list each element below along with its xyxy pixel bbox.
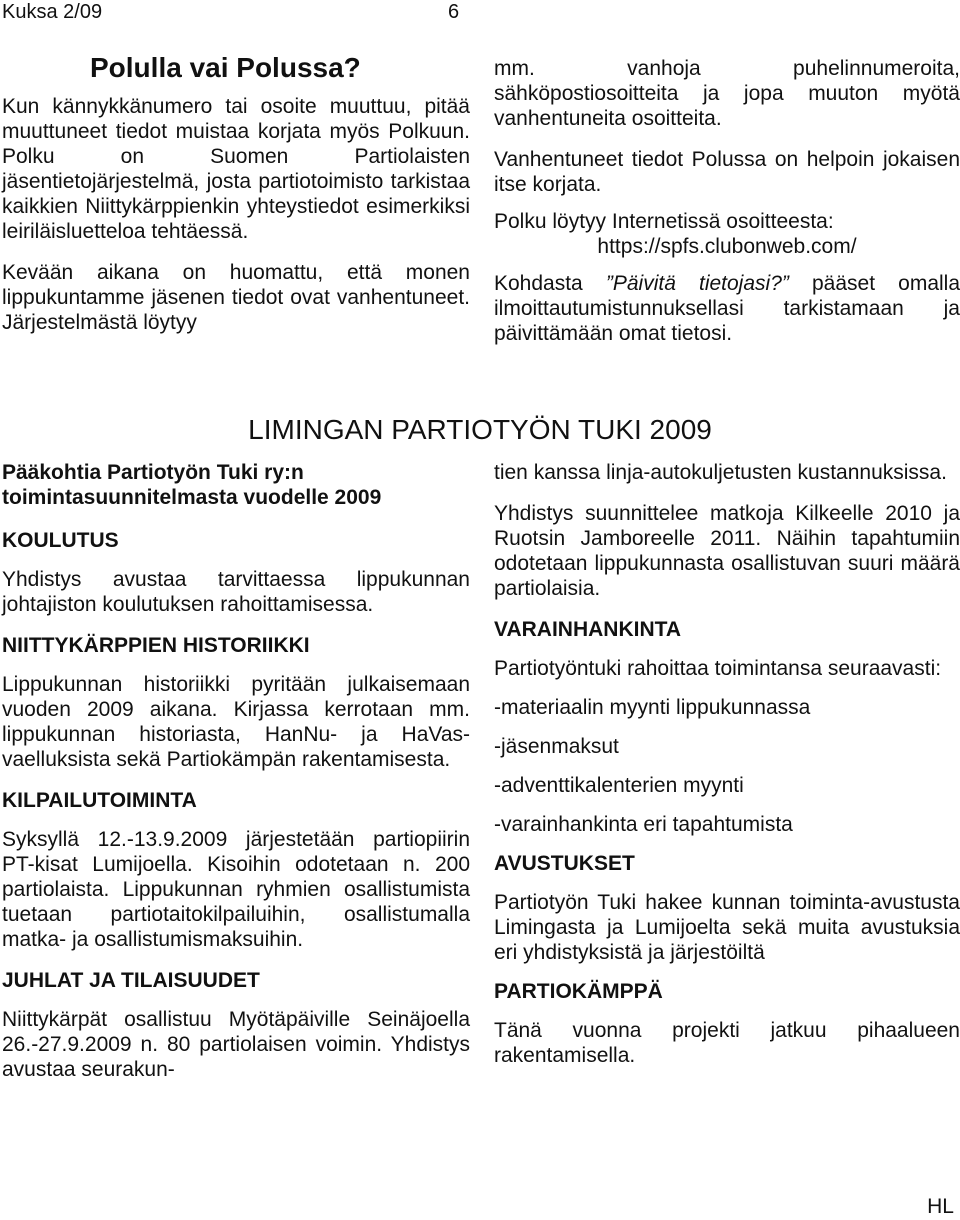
polku-url[interactable]: https://spfs.clubonweb.com/: [597, 235, 857, 258]
article2-left-column: [2, 460, 470, 1082]
paragraph-varainhankinta: Partiotyöntuki rahoittaa toimintansa seuraavasti:: [494, 657, 942, 680]
section-title: LIMINGAN PARTIOTYÖN TUKI 2009: [248, 414, 712, 445]
article1-paragraph-2: Kevään aikana on huomattu, että monen lippukuntamme jäsenen tiedot ovat vanhentuneet. Järjestelmästä löytyy: [2, 261, 470, 334]
paragraph-koulutus: Yhdistys avustaa tarvittaessa lippukunnan johtajiston koulutuksen rahoittamisessa.: [2, 568, 470, 616]
heading-varainhankinta: VARAINHANKINTA: [494, 618, 682, 641]
list-item: -jäsenmaksut: [494, 735, 619, 758]
heading-partiokamppa: PARTIOKÄMPPÄ: [494, 980, 663, 1003]
paragraph-avustukset: Partiotyön Tuki hakee kunnan toiminta-avustusta Limingasta ja Lumijoelta sekä muita avustuksia eri yhdistyksistä ja järjestöiltä: [494, 891, 960, 964]
heading-juhlat: JUHLAT JA TILAISUUDET: [2, 969, 260, 992]
heading-historiikki: NIITTYKÄRPPIEN HISTORIIKKI: [2, 634, 310, 657]
list-item: -adventtikalenterien myynti: [494, 774, 744, 797]
paragraph-juhlat: Niittykärpät osallistuu Myötäpäiville Seinäjoella 26.-27.9.2009 n. 80 partiolaisen voimin. Yhdistys avustaa seurakun-: [2, 1008, 470, 1081]
article2-right-column: [494, 460, 960, 1068]
page-number: 6: [448, 1, 460, 23]
article1-paragraph-1: Kun kännykkänumero tai osoite muuttuu, pitää muuttuneet tiedot muistaa korjata myös Polkuun. Polku on Suomen Partiolaisten jäsentietojärjestelmä, josta partiotoimisto tarkistaa kaikkien Niittykärppienkin yhteystiedot esimerkiksi leiriläisluetteloa tehtäessä.: [2, 95, 470, 243]
heading-kilpailutoiminta: KILPAILUTOIMINTA: [2, 789, 197, 812]
paragraph-partiokamppa: Tänä vuonna projekti jatkuu pihaalueen rakentamisella.: [494, 1019, 960, 1067]
article1-paragraph-6: [494, 271, 960, 346]
article-title: Polulla vai Polussa?: [90, 52, 361, 83]
article1-right-column: [494, 56, 960, 346]
list-item: -materiaalin myynti lippukunnassa: [494, 696, 811, 719]
text-run: pääset omalla ilmoittautumistunnuksellasi tarkistamaan ja päivittämään omat tietosi.: [494, 272, 960, 345]
italic-link-name: ”Päivitä tietojasi?”: [605, 272, 789, 295]
article1-left-column: [2, 94, 470, 335]
article1-paragraph-3: mm. vanhoja puhelinnumeroita, sähköpostiosoitteita ja jopa muuton myötä vanhentuneita osoitteita.: [494, 57, 960, 130]
article1-paragraph-4: Vanhentuneet tiedot Polussa on helpoin jokaisen itse korjata.: [494, 148, 960, 196]
intro-heading: Pääkohtia Partiotyön Tuki ry:n toimintasuunnitelmasta vuodelle 2009: [2, 461, 382, 509]
paragraph-historiikki: Lippukunnan historiikki pyritään julkaisemaan vuoden 2009 aikana. Kirjassa kerrotaan mm. lippukunnan historiasta, HanNu- ja HaVas-vaelluksista sekä Partiokämpän rakentamisesta.: [2, 673, 470, 771]
list-item: -varainhankinta eri tapahtumista: [494, 813, 793, 836]
paragraph-juhlat-continued: tien kanssa linja-autokuljetusten kustannuksissa.: [494, 461, 947, 484]
text-run: Kohdasta: [494, 272, 606, 295]
heading-koulutus: KOULUTUS: [2, 529, 119, 552]
article1-paragraph-5: Polku löytyy Internetissä osoitteesta:: [494, 210, 834, 233]
heading-avustukset: AVUSTUKSET: [494, 852, 635, 875]
paragraph-kilpailutoiminta: Syksyllä 12.-13.9.2009 järjestetään partiopiirin PT-kisat Lumijoella. Kisoihin odotetaan n. 200 partiolaista. Lippukunnan ryhmien osallistumista tuetaan partiotaitokilpailuihin, osallistumalla matka- ja osallistumismaksuihin.: [2, 828, 470, 951]
author-signature: HL: [927, 1195, 954, 1218]
running-header: Kuksa 2/09: [2, 1, 103, 23]
paragraph-matkat: Yhdistys suunnittelee matkoja Kilkeelle 2010 ja Ruotsin Jamboreelle 2011. Näihin tapahtumiin odotetaan lippukunnasta osallistuvan suuri määrä partiolaisia.: [494, 502, 960, 600]
